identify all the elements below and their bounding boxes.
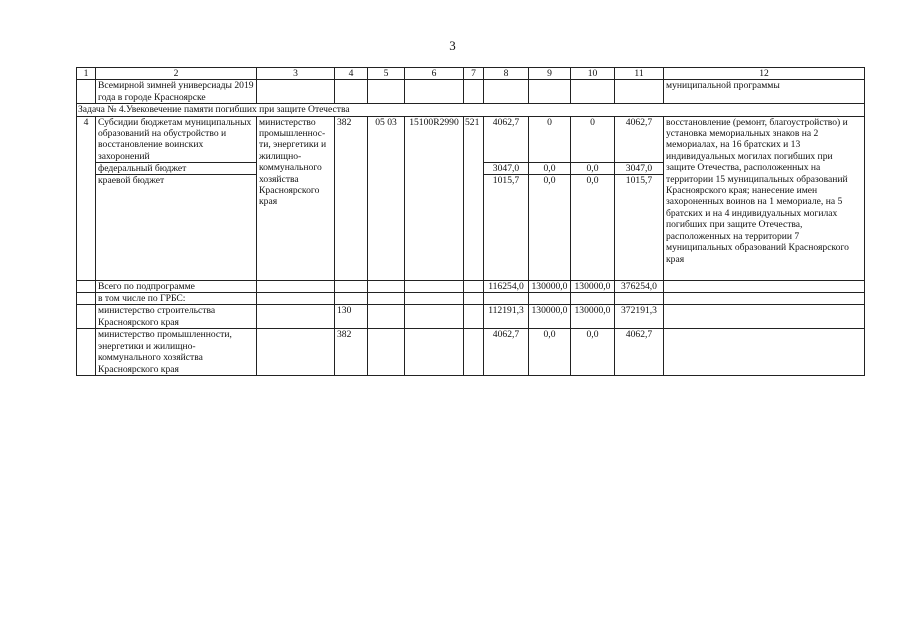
col-header: 2 — [96, 68, 257, 80]
total-v8: 116254,0 — [484, 280, 529, 292]
col-header: 10 — [571, 68, 615, 80]
item-v8-cell — [484, 116, 529, 280]
grbs2-v10: 0,0 — [571, 329, 615, 376]
grbs1-v10: 130000,0 — [571, 305, 615, 329]
item-v11-cell — [615, 116, 664, 280]
col-header: 3 — [257, 68, 335, 80]
col-header: 5 — [368, 68, 405, 80]
item-grbs: министерство промышленнос-ти, энергетики и жилищно-коммунального хозяйства Красноярского края — [257, 116, 335, 280]
task-heading-row — [77, 104, 865, 116]
col-header: 12 — [664, 68, 865, 80]
grbs2-v8: 4062,7 — [484, 329, 529, 376]
program-table — [76, 67, 865, 376]
item-v10: 0 — [590, 116, 595, 128]
grbs1-label: министерство строительства Красноярского края — [96, 305, 257, 329]
federal-v9: 0,0 — [529, 162, 570, 174]
regional-v10: 0,0 — [571, 174, 614, 186]
grbs2-v9: 0,0 — [529, 329, 571, 376]
grbs1-v8: 112191,3 — [484, 305, 529, 329]
col-header: 11 — [615, 68, 664, 80]
item-4-row — [77, 116, 865, 280]
regional-v11: 1015,7 — [615, 174, 663, 186]
incl-row — [77, 293, 865, 305]
page-number: 3 — [449, 38, 456, 53]
federal-v10: 0,0 — [571, 162, 614, 174]
continued-row — [77, 80, 865, 104]
col-header: 1 — [77, 68, 96, 80]
grbs1-code: 130 — [335, 305, 368, 329]
grbs-row — [77, 329, 865, 376]
task-heading: Задача № 4.Увековечение памяти погибших при защите Отечества — [77, 104, 865, 116]
item-v9: 0 — [547, 116, 552, 128]
item-csr: 15100R2990 — [405, 116, 464, 280]
item-v11: 4062,7 — [625, 116, 653, 128]
continued-name: Всемирной зимней универсиады 2019 года в городе Красноярске — [96, 80, 257, 104]
grbs1-v9: 130000,0 — [529, 305, 571, 329]
grbs2-label: министерство промышленности, энергетики и жилищно-коммунального хозяйства Красноярского края — [96, 329, 257, 376]
col-header: 7 — [464, 68, 484, 80]
item-name: Субсидии бюджетам муниципальных образований на обустройство и восстановление воинских захоронений — [98, 116, 252, 162]
item-v8: 4062,7 — [492, 116, 520, 128]
grbs-row — [77, 305, 865, 329]
col-header: 9 — [529, 68, 571, 80]
item-name-cell — [96, 116, 257, 280]
grbs1-v11: 372191,3 — [615, 305, 664, 329]
item-v9-cell — [529, 116, 571, 280]
regional-v9: 0,0 — [529, 174, 570, 186]
federal-v8: 3047,0 — [484, 162, 528, 174]
total-v9: 130000,0 — [529, 280, 571, 292]
item-rzpr: 05 03 — [368, 116, 405, 280]
continued-result: муниципальной программы — [664, 80, 865, 104]
col-header: 4 — [335, 68, 368, 80]
item-v10-cell — [571, 116, 615, 280]
federal-v11: 3047,0 — [615, 162, 663, 174]
incl-label: в том числе по ГРБС: — [96, 293, 257, 305]
col-header: 6 — [405, 68, 464, 80]
federal-label: федеральный бюджет — [96, 162, 256, 174]
total-row — [77, 280, 865, 292]
item-vr: 521 — [464, 116, 484, 280]
col-header: 8 — [484, 68, 529, 80]
regional-v8: 1015,7 — [484, 174, 528, 186]
column-number-row — [77, 68, 865, 80]
item-number: 4 — [77, 116, 96, 280]
total-v10: 130000,0 — [571, 280, 615, 292]
grbs2-code: 382 — [335, 329, 368, 376]
total-label: Всего по подпрограмме — [96, 280, 257, 292]
total-v11: 376254,0 — [615, 280, 664, 292]
item-code: 382 — [335, 116, 368, 280]
regional-label: краевой бюджет — [96, 174, 256, 186]
item-result: восстановление (ремонт, благоустройство) и установка мемориальных знаков на 2 мемориалах, на 16 братских и 13 индивидуальных могилах погибших при защите Отечества, расположенных на территории 15 муниципальных образований Красноярского края; нанесение имен захороненных воинов на 1 мемориале, на 5 братских и на 4 индивидуальных могилах погибших при защите Отечества, расположенных на территории 7 муниципальных образований Красноярского края — [664, 116, 865, 280]
grbs2-v11: 4062,7 — [615, 329, 664, 376]
